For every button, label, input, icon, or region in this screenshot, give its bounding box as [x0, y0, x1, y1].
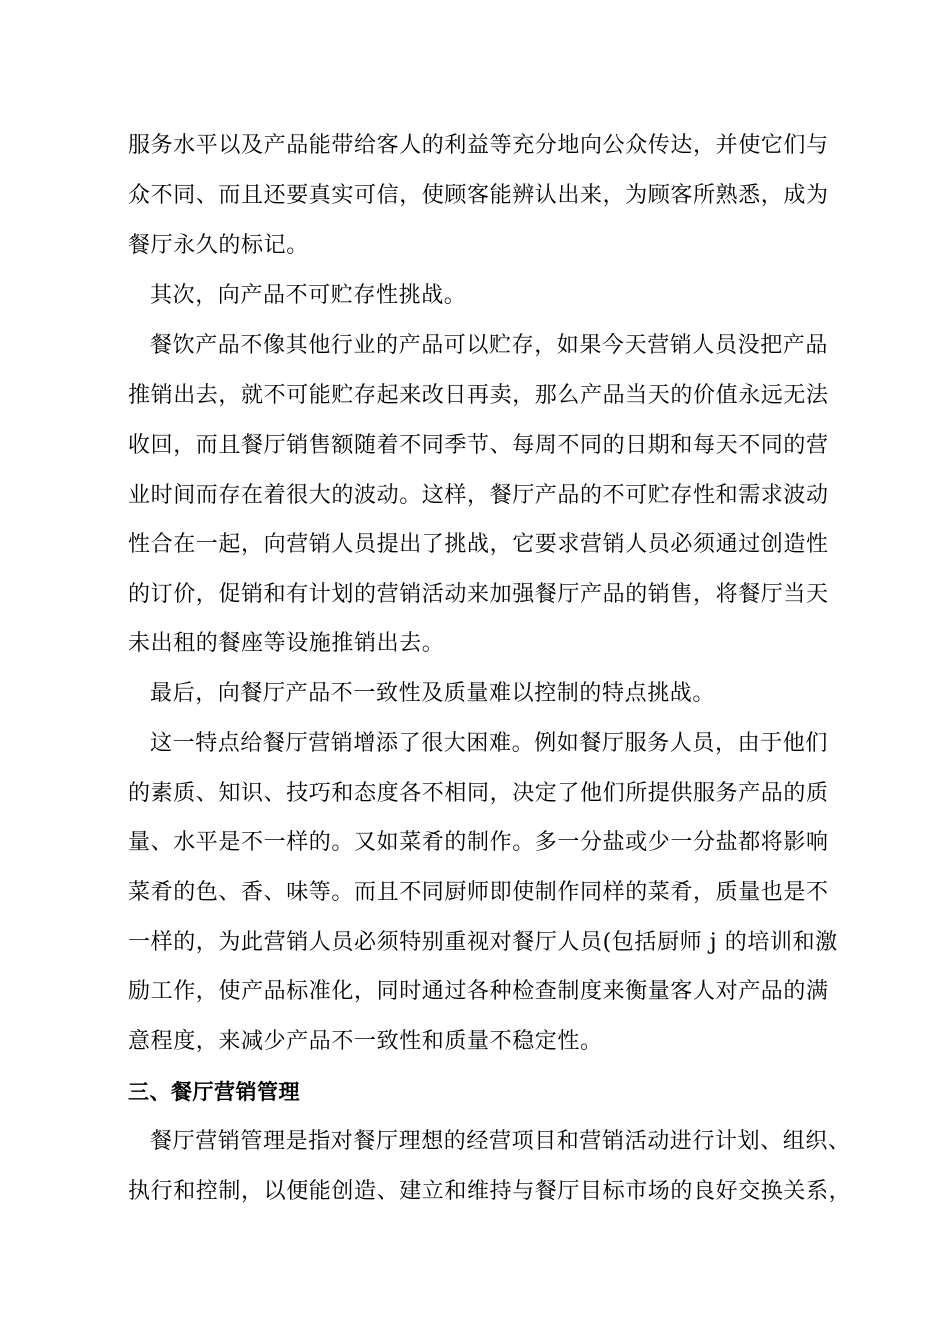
body-text-line: 餐饮产品不像其他行业的产品可以贮存，如果今天营销人员没把产品	[150, 333, 829, 358]
body-text-line: 餐厅营销管理是指对餐厅理想的经营项目和营销活动进行计划、组织、	[150, 1129, 851, 1154]
body-text-line: 最后，向餐厅产品不一致性及质量难以控制的特点挑战。	[150, 681, 716, 706]
body-text-line: 推销出去，就不可能贮存起来改日再卖，那么产品当天的价值永远无法	[128, 383, 829, 408]
body-text-line: 性合在一起，向营销人员提出了挑战，它要求营销人员必须通过创造性	[128, 532, 829, 557]
body-text-line: 意程度，来减少产品不一致性和质量不稳定性。	[128, 1029, 603, 1054]
body-text-line: 的素质、知识、技巧和态度各不相同，决定了他们所提供服务产品的质	[128, 781, 829, 806]
body-text-line: 餐厅永久的标记。	[128, 233, 309, 258]
body-text-line: 执行和控制，以便能创造、建立和维持与餐厅目标市场的良好交换关系，	[128, 1179, 852, 1204]
body-text-line: 励工作，使产品标准化，同时通过各种检查制度来衡量客人对产品的满	[128, 979, 829, 1004]
body-text-line: 的订价，促销和有计划的营销活动来加强餐厅产品的销售，将餐厅当天	[128, 582, 829, 607]
body-text-line: 收回，而且餐厅销售额随着不同季节、每周不同的日期和每天不同的营	[128, 433, 829, 458]
body-text-line: 量、水平是不一样的。又如菜肴的制作。多一分盐或少一分盐都将影响	[128, 830, 829, 855]
body-text-line: 这一特点给餐厅营销增添了很大困难。例如餐厅服务人员，由于他们	[150, 731, 829, 756]
body-text-line: 一样的，为此营销人员必须特别重视对餐厅人员(包括厨师 j 的培训和激	[128, 930, 838, 955]
body-text-line: 业时间而存在着很大的波动。这样，餐厅产品的不可贮存性和需求波动	[128, 483, 829, 508]
body-text-line: 服务水平以及产品能带给客人的利益等充分地向公众传达，并使它们与	[128, 133, 829, 158]
body-text-line: 其次，向产品不可贮存性挑战。	[150, 283, 467, 308]
body-text-line: 未出租的餐座等设施推销出去。	[128, 631, 445, 656]
body-text-line: 菜肴的色、香、味等。而且不同厨师即使制作同样的菜肴，质量也是不	[128, 880, 829, 905]
section-heading: 三、餐厅营销管理	[128, 1080, 300, 1104]
body-text-line: 众不同、而且还要真实可信，使顾客能辨认出来，为顾客所熟悉，成为	[128, 183, 829, 208]
